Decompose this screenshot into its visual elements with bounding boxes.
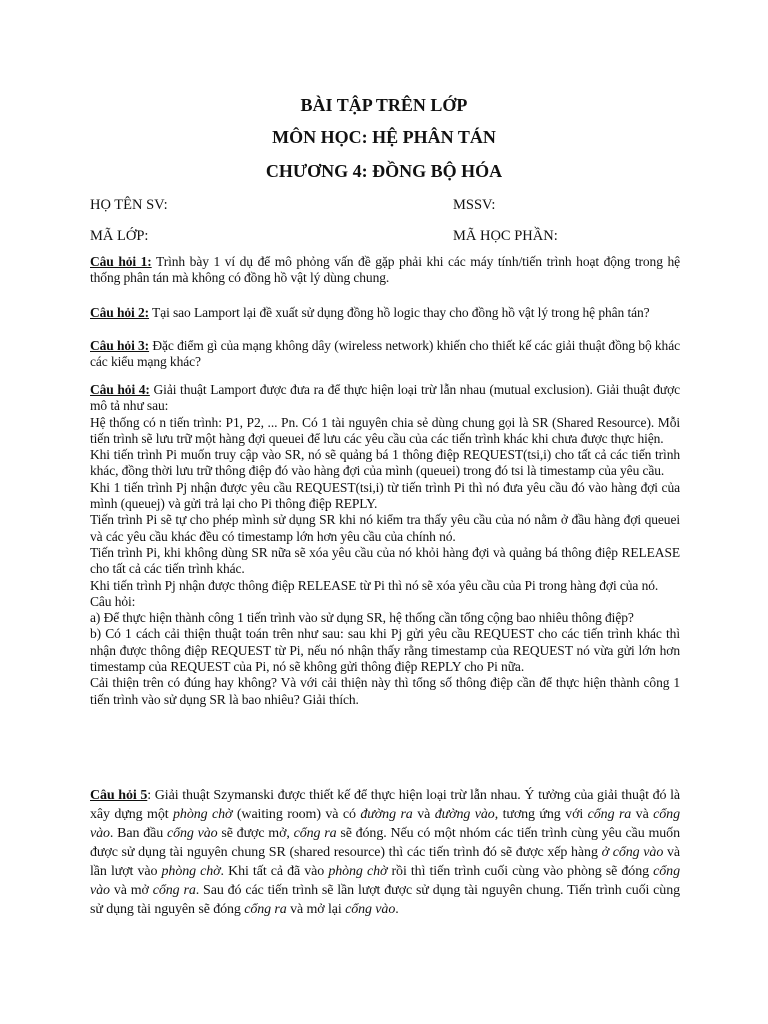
- question-1: [90, 254, 680, 287]
- question-5-text: và mở: [109, 883, 153, 898]
- question-4-label: Câu hỏi 4:: [90, 382, 150, 397]
- question-4-subquestion-heading: Câu hỏi:: [90, 593, 136, 609]
- question-5-emphasis: cổng vào: [166, 826, 218, 841]
- question-3-label: Câu hỏi 3:: [90, 338, 150, 353]
- question-4-paragraph: Khi tiến trình Pj nhận được thông điệp RELEASE từ Pi thì nó sẽ xóa yêu cầu của Pi trong hàng đợi của nó.: [90, 577, 659, 593]
- question-5-emphasis: đường ra: [360, 807, 413, 822]
- question-4-part-a: a) Để thực hiện thành công 1 tiến trình vào sử dụng SR, hệ thống cần tổng cộng bao nhiêu thông điệp?: [90, 610, 634, 626]
- heading-course: MÔN HỌC: HỆ PHÂN TÁN: [272, 127, 496, 147]
- question-5-emphasis: cổng ra: [244, 902, 287, 917]
- question-5-emphasis: phòng chờ: [173, 807, 233, 822]
- student-name-field: HỌ TÊN SV:: [90, 197, 168, 213]
- question-4-paragraph: Khi 1 tiến trình Pj nhận được yêu cầu REQUEST(tsi,i) từ tiến trình Pi thì nó đưa yêu cầu đó vào hàng đợi của mình (queuej) và gửi trả lại cho Pi thông điệp REPLY.: [90, 479, 680, 512]
- heading-exercise: BÀI TẬP TRÊN LỚP: [300, 95, 468, 115]
- student-id-field: MSSV:: [453, 197, 496, 213]
- question-5-text: .: [395, 902, 399, 917]
- question-4-intro: Giải thuật Lamport được đưa ra để thực hiện loại trừ lẫn nhau (mutual exclusion). Giải thuật được mô tả như sau:: [90, 382, 680, 414]
- question-5-emphasis: cổng vào: [345, 902, 396, 917]
- question-5-emphasis: cổng vào: [90, 864, 680, 898]
- question-1-label: Câu hỏi 1:: [90, 254, 152, 269]
- question-4-part-b: b) Có 1 cách cải thiện thuật toán trên như sau: sau khi Pj gửi yêu cầu REQUEST cho các tiến trình khác thì nhận được thông điệp REQUEST từ Pi, nếu nó nhận thấy rằng timestamp của REQUEST nó vừa gửi lớn hơn timestamp của REQUEST của Pi, nó sẽ không gửi thông điệp REPLY cho Pi nữa.: [90, 626, 680, 675]
- question-5: [90, 786, 680, 919]
- question-3: [90, 338, 680, 371]
- question-5-emphasis: phòng chờ: [161, 864, 221, 879]
- question-5-text: và: [631, 807, 654, 822]
- question-4-paragraph: Khi tiến trình Pi muốn truy cập vào SR, nó sẽ quảng bá 1 thông điệp REQUEST(tsi,i) cho tất cả các tiến trình khác, đồng thời lưu trữ thông điệp đó vào hàng đợi của mình (queuei) trong đó tsi là timestamp của yêu cầu.: [90, 447, 680, 479]
- course-code-field: MÃ HỌC PHẦN:: [453, 228, 558, 244]
- question-2-text: Tại sao Lamport lại đề xuất sử dụng đồng hồ logic thay cho đồng hồ vật lý trong hệ phân tán?: [149, 305, 650, 320]
- question-2: [90, 305, 680, 321]
- class-code-field: MÃ LỚP:: [90, 228, 149, 244]
- question-5-emphasis: cổng ra: [587, 807, 632, 822]
- question-5-text: (waiting room) và có: [232, 807, 361, 822]
- question-4-paragraph: Tiến trình Pi, khi không dùng SR nữa sẽ xóa yêu cầu của nó khỏi hàng đợi và quảng bá thông điệp RELEASE cho tất cả các tiến trình khác.: [90, 544, 680, 577]
- question-5-text: và mở lại: [286, 902, 346, 917]
- question-5-text: . Ban đầu: [109, 826, 167, 841]
- question-5-text: . Sau đó các tiến trình sẽ lần lượt được sử dụng tài nguyên chung. Tiến trình cuối cùng sử dụng tài nguyên sẽ đóng: [90, 883, 681, 917]
- question-5-label: Câu hỏi 5: [90, 788, 148, 803]
- question-2-label: Câu hỏi 2:: [90, 305, 150, 320]
- question-4-paragraph: Tiến trình Pi sẽ tự cho phép mình sử dụng SR khi nó kiểm tra thấy yêu cầu của nó nằm ở đầu hàng đợi queuei và các yêu cầu khác đều có timestamp lớn hơn yêu cầu của chính nó.: [90, 512, 680, 544]
- question-5-text: và lần lượt vào: [90, 845, 680, 879]
- question-4-paragraph: Hệ thống có n tiến trình: P1, P2, ... Pn. Có 1 tài nguyên chia sẻ dùng chung gọi là SR (Shared Resource). Mỗi tiến trình sẽ lưu trữ một hàng đợi queuei để lưu các yêu cầu của các tiến trình khác khi chưa được thực hiện.: [90, 414, 680, 446]
- question-5-emphasis: đường vào: [434, 807, 495, 822]
- question-5-emphasis: cổng ra: [293, 826, 337, 841]
- question-4: [90, 382, 680, 708]
- question-5-text: . Khi tất cả đã vào: [220, 864, 329, 879]
- question-5-text: và: [412, 807, 435, 822]
- question-5-text: sẽ được mở,: [217, 826, 294, 841]
- question-3-text: Đặc điểm gì của mạng không dây (wireless network) khiến cho thiết kế các giải thuật đồng bộ khác các kiểu mạng khác?: [90, 338, 680, 370]
- question-5-text: , tương ứng với: [494, 807, 588, 822]
- question-5-emphasis: ở cổng vào: [601, 845, 664, 860]
- question-1-text: Trình bày 1 ví dụ để mô phỏng vấn đề gặp phải khi các máy tính/tiến trình hoạt động trong hệ thống phân tán mà không có đồng hồ vật lý dùng chung.: [90, 254, 680, 286]
- question-5-text: rồi thì tiến trình cuối cùng vào phòng sẽ đóng: [387, 864, 654, 879]
- question-5-emphasis: cổng ra: [152, 883, 196, 898]
- question-5-text: sẽ đóng. Nếu có một nhóm các tiến trình cùng yêu cầu muốn được sử dụng tài nguyên chung SR (shared resource) thì các tiến trình đó sẽ được xếp hàng: [90, 826, 680, 860]
- question-4-part-b-followup: Cải thiện trên có đúng hay không? Và với cải thiện này thì tổng số thông điệp cần để thực hiện thành công 1 tiến trình vào sử dụng SR là bao nhiêu? Giải thích.: [90, 675, 680, 707]
- question-5-emphasis: cổng vào: [90, 807, 680, 841]
- question-5-colon: :: [147, 788, 155, 803]
- question-5-emphasis: phòng chờ: [328, 864, 388, 879]
- heading-chapter: CHƯƠNG 4: ĐỒNG BỘ HÓA: [265, 161, 503, 181]
- question-5-text: Giải thuật Szymanski được thiết kế để thực hiện loại trừ lẫn nhau. Ý tưởng của giải thuật đó là xây dựng một: [90, 788, 680, 822]
